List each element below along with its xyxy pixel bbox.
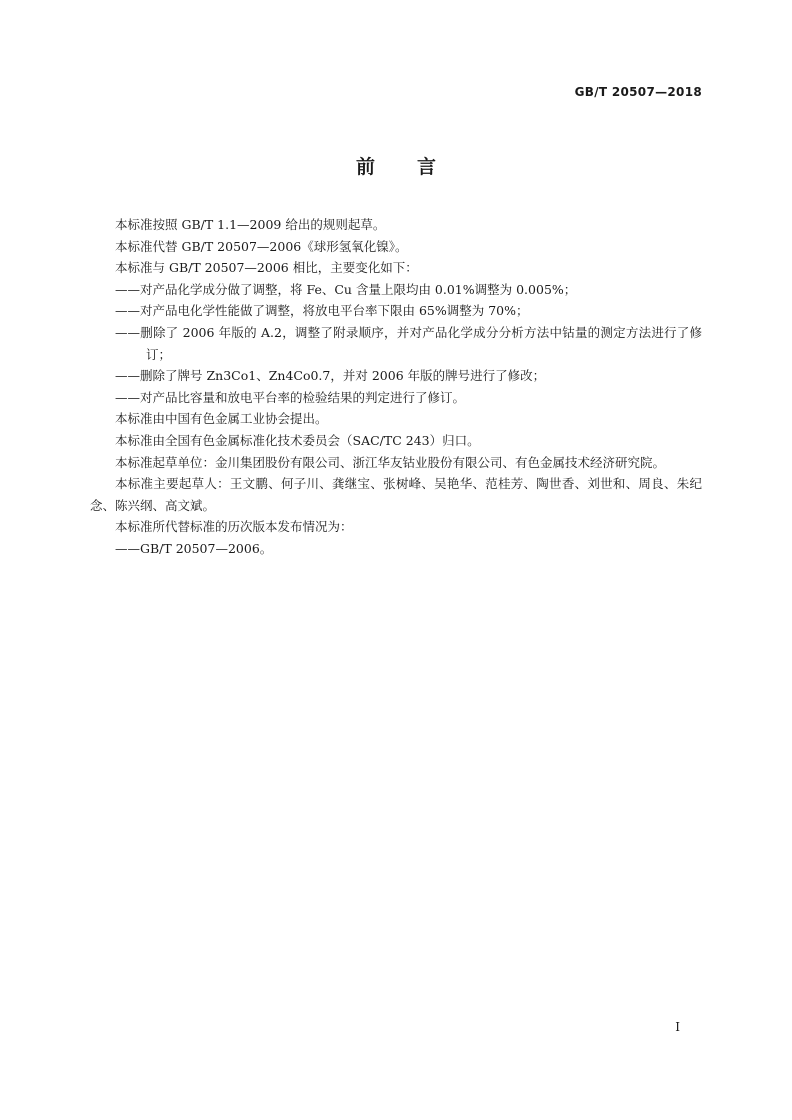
paragraph-drafting-rules: 本标准按照 GB/T 1.1—2009 给出的规则起草。 [115, 217, 386, 232]
paragraph-drafting-units: 本标准起草单位：金川集团股份有限公司、浙江华友钴业股份有限公司、有色金属技术经济研究院。 [115, 454, 666, 470]
page-number: I [675, 1020, 680, 1034]
paragraph-history-intro: 本标准所代替标准的历次版本发布情况为： [115, 519, 353, 535]
list-item-inspection: ——对产品比容量和放电平台率的检验结果的判定进行了修订。 [115, 389, 466, 405]
paragraph-changes-intro: 本标准与 GB/T 20507—2006 相比，主要变化如下： [115, 260, 418, 276]
standard-code: GB/T 20507—2018 [574, 85, 702, 99]
list-item-grades: ——删除了牌号 Zn3Co1、Zn4Co0.7，并对 2006 年版的牌号进行了修改； [115, 368, 546, 384]
list-item-electrochemical: ——对产品电化学性能做了调整，将放电平台率下限由 65%调整为 70%； [115, 303, 529, 319]
paragraph-under-jurisdiction: 本标准由全国有色金属标准化技术委员会（SAC/TC 243）归口。 [115, 432, 480, 448]
list-item-history-version: ——GB/T 20507—2006。 [115, 540, 273, 556]
list-item-appendix: ——删除了 2006 年版的 A.2，调整了附录顺序，并对产品化学成分分析方法中钴量的测定方法进行了修订； [115, 324, 702, 362]
paragraph-replaces: 本标准代替 GB/T 20507—2006《球形氢氧化镍》。 [115, 238, 408, 254]
page-title: 前言 [355, 156, 478, 178]
paragraph-proposed-by: 本标准由中国有色金属工业协会提出。 [115, 411, 328, 427]
foreword-body [90, 214, 702, 560]
list-item-chemical-composition: ——对产品化学成分做了调整，将 Fe、Cu 含量上限均由 0.01%调整为 0.005%； [115, 281, 577, 297]
paragraph-drafters: 本标准主要起草人：王文鹏、何子川、龚继宝、张树峰、吴艳华、范桂芳、陶世香、刘世和、周良、朱纪念、陈兴纲、高文斌。 [90, 476, 702, 513]
